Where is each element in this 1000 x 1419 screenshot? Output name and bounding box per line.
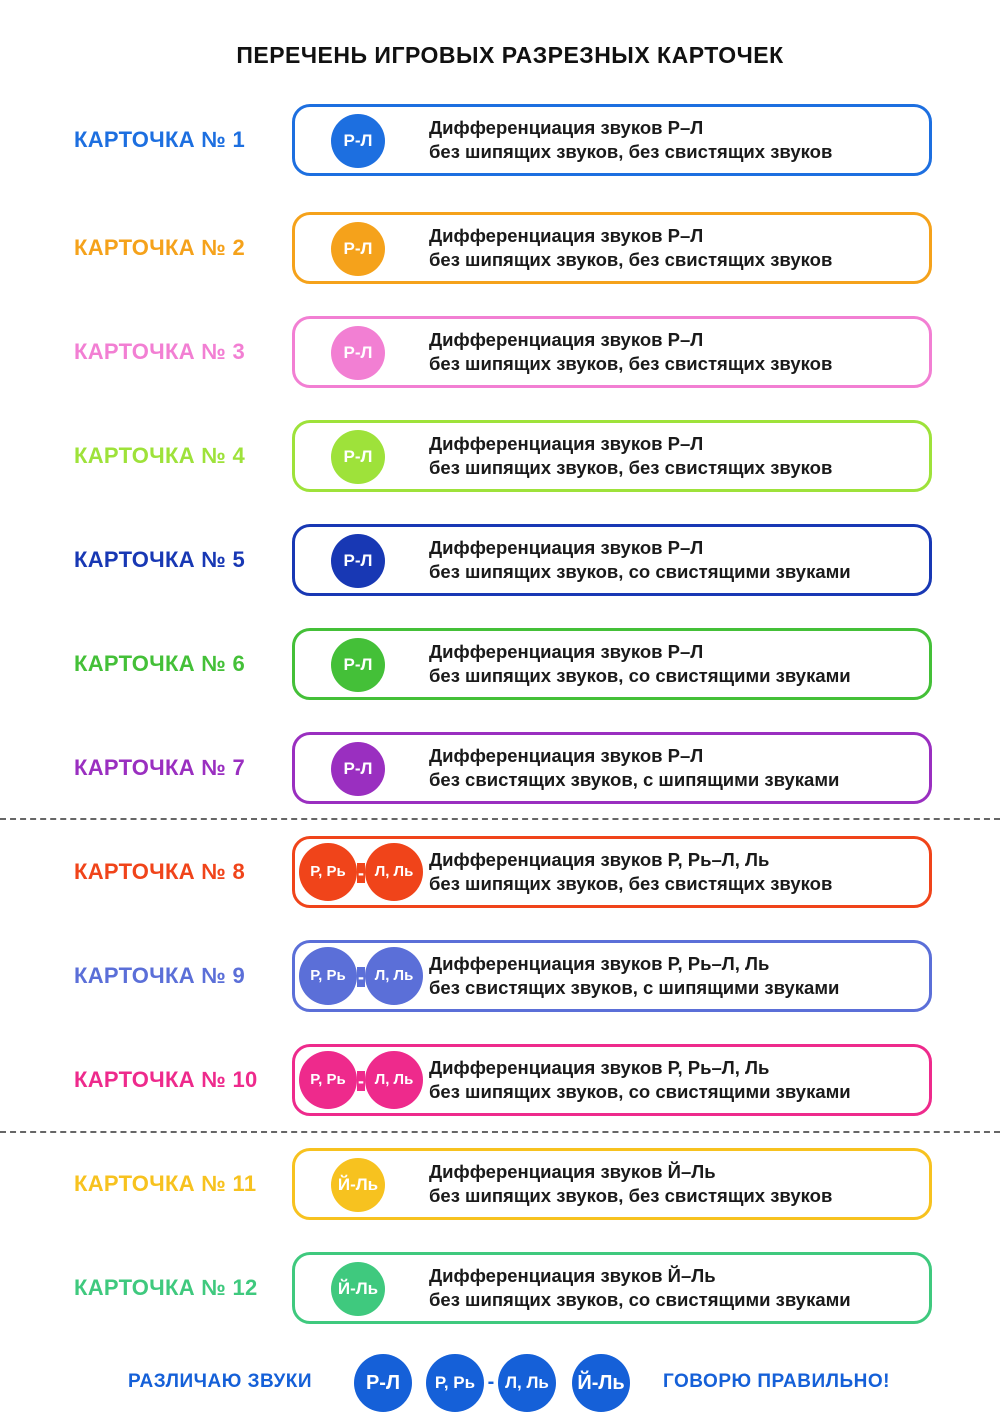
sound-badge: Р-Л <box>331 222 385 276</box>
footer-badge-l-lj: Л, Ль <box>498 1354 556 1412</box>
footer-badge-r-l: Р-Л <box>354 1354 412 1412</box>
card-description <box>429 640 851 688</box>
card-label: КАРТОЧКА № 8 <box>74 859 246 884</box>
description-line-1: Дифференциация звуков Р–Л <box>429 117 704 138</box>
description-line-1: Дифференциация звуков Р, Рь–Л, Ль <box>429 953 770 974</box>
card-label: КАРТОЧКА № 9 <box>74 963 246 988</box>
card-box <box>292 1148 932 1220</box>
card-label: КАРТОЧКА № 4 <box>74 443 246 468</box>
card-label: КАРТОЧКА № 5 <box>74 547 246 572</box>
description-line-2: без шипящих звуков, без свистящих звуков <box>429 1185 833 1206</box>
description-line-2: без шипящих звуков, со свистящими звуками <box>429 561 851 582</box>
card-label: КАРТОЧКА № 10 <box>74 1067 258 1092</box>
card-description <box>429 224 832 272</box>
footer-left-text: РАЗЛИЧАЮ ЗВУКИ <box>128 1371 313 1392</box>
sound-badge-second: Л, Ль <box>365 843 423 901</box>
description-line-1: Дифференциация звуков Р–Л <box>429 641 704 662</box>
card-label: КАРТОЧКА № 11 <box>74 1171 257 1196</box>
card-label: КАРТОЧКА № 1 <box>74 127 246 152</box>
card-box <box>292 1252 932 1324</box>
card-row <box>0 212 1000 284</box>
description-line-1: Дифференциация звуков Р, Рь–Л, Ль <box>429 1057 770 1078</box>
dashed-separator <box>0 1131 1000 1133</box>
card-row <box>0 732 1000 804</box>
card-row <box>0 524 1000 596</box>
description-line-2: без шипящих звуков, без свистящих звуков <box>429 457 833 478</box>
card-description <box>429 432 832 480</box>
description-line-2: без шипящих звуков, со свистящими звуками <box>429 1081 851 1102</box>
description-line-1: Дифференциация звуков Р, Рь–Л, Ль <box>429 849 770 870</box>
card-box <box>292 732 932 804</box>
card-description <box>429 744 839 792</box>
description-line-1: Дифференциация звуков Р–Л <box>429 329 704 350</box>
card-box <box>292 420 932 492</box>
card-row <box>0 1252 1000 1324</box>
card-box <box>292 940 932 1012</box>
footer-banner <box>0 1350 1000 1414</box>
footer-badge-j-lj: Й-Ль <box>572 1354 630 1412</box>
description-line-1: Дифференциация звуков Р–Л <box>429 225 704 246</box>
description-line-1: Дифференциация звуков Й–Ль <box>429 1265 716 1286</box>
sound-badge-first: Р, Рь <box>299 947 357 1005</box>
card-row <box>0 1148 1000 1220</box>
description-line-1: Дифференциация звуков Р–Л <box>429 537 704 558</box>
card-row <box>0 940 1000 1012</box>
card-description <box>429 952 839 1000</box>
card-row <box>0 836 1000 908</box>
card-box <box>292 1044 932 1116</box>
description-line-2: без шипящих звуков, со свистящими звуками <box>429 1289 851 1310</box>
description-line-2: без шипящих звуков, со свистящими звуками <box>429 665 851 686</box>
badge-dash: - <box>358 863 364 883</box>
card-description <box>429 1264 851 1312</box>
card-box <box>292 628 932 700</box>
card-label: КАРТОЧКА № 6 <box>74 651 246 676</box>
sound-badge: Р-Л <box>331 638 385 692</box>
card-box <box>292 212 932 284</box>
card-row <box>0 104 1000 176</box>
sound-badge-first: Р, Рь <box>299 1051 357 1109</box>
card-description <box>429 1056 851 1104</box>
card-label: КАРТОЧКА № 7 <box>74 755 246 780</box>
description-line-2: без свистящих звуков, с шипящими звуками <box>429 769 840 790</box>
card-row <box>0 420 1000 492</box>
description-line-2: без шипящих звуков, без свистящих звуков <box>429 353 833 374</box>
sound-badge: Й-Ль <box>331 1262 385 1316</box>
sound-badge: Й-Ль <box>331 1158 385 1212</box>
card-description <box>429 536 851 584</box>
card-description <box>429 328 832 376</box>
sound-badge: Р-Л <box>331 326 385 380</box>
card-row <box>0 1044 1000 1116</box>
card-box <box>292 104 932 176</box>
badge-dash: - <box>358 967 364 987</box>
description-line-2: без шипящих звуков, без свистящих звуков <box>429 141 833 162</box>
footer-dash: - <box>487 1371 495 1393</box>
sound-badge: Р-Л <box>331 534 385 588</box>
description-line-2: без свистящих звуков, с шипящими звуками <box>429 977 840 998</box>
sound-badge: Р-Л <box>331 114 385 168</box>
card-row <box>0 628 1000 700</box>
card-label: КАРТОЧКА № 12 <box>74 1275 258 1300</box>
badge-dash: - <box>358 1071 364 1091</box>
page-title: ПЕРЕЧЕНЬ ИГРОВЫХ РАЗРЕЗНЫХ КАРТОЧЕК <box>236 42 784 68</box>
card-label: КАРТОЧКА № 3 <box>74 339 246 364</box>
card-description <box>429 848 832 896</box>
description-line-1: Дифференциация звуков Р–Л <box>429 745 704 766</box>
description-line-1: Дифференциация звуков Р–Л <box>429 433 704 454</box>
card-description <box>429 1160 832 1208</box>
card-label: КАРТОЧКА № 2 <box>74 235 246 260</box>
description-line-2: без шипящих звуков, без свистящих звуков <box>429 249 833 270</box>
sound-badge-second: Л, Ль <box>365 947 423 1005</box>
description-line-2: без шипящих звуков, без свистящих звуков <box>429 873 833 894</box>
card-row <box>0 316 1000 388</box>
card-description <box>429 116 832 164</box>
dashed-separator <box>0 818 1000 820</box>
card-box <box>292 836 932 908</box>
footer-badge-r-rj: Р, Рь <box>426 1354 484 1412</box>
card-box <box>292 524 932 596</box>
footer-right-text: ГОВОРЮ ПРАВИЛЬНО! <box>663 1371 890 1392</box>
card-box <box>292 316 932 388</box>
sound-badge: Р-Л <box>331 742 385 796</box>
description-line-1: Дифференциация звуков Й–Ль <box>429 1161 716 1182</box>
sound-badge: Р-Л <box>331 430 385 484</box>
sound-badge-first: Р, Рь <box>299 843 357 901</box>
sound-badge-second: Л, Ль <box>365 1051 423 1109</box>
